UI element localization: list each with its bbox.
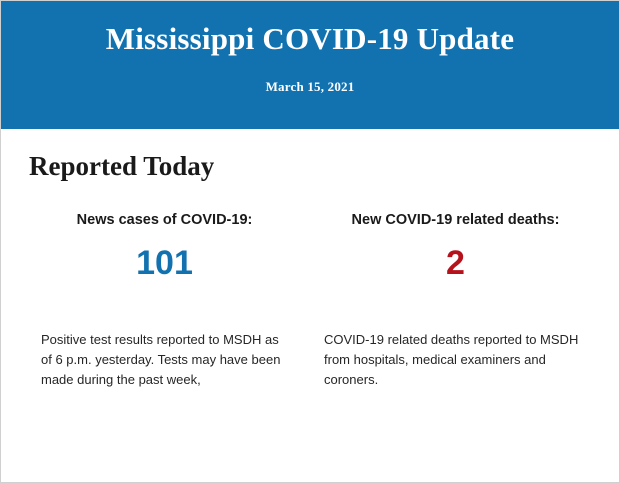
stats-row [1,212,619,283]
stat-label-new-deaths: New COVID-19 related deaths: [351,212,560,228]
stat-value-new-cases: 101 [136,244,193,282]
section-heading: Reported Today [29,151,215,181]
note-new-deaths [310,330,601,390]
note-new-cases [19,330,310,390]
stat-label-new-cases: News cases of COVID-19: [76,212,253,228]
page-title: Mississippi COVID-19 Update [105,21,515,56]
stat-new-deaths [310,212,601,283]
stat-new-cases [19,212,310,283]
note-text-new-deaths: COVID-19 related deaths reported to MSDH from hospitals, medical examiners and coroners. [324,332,579,387]
report-date: March 15, 2021 [265,79,355,94]
note-text-new-cases: Positive test results reported to MSDH as of 6 p.m. yesterday. Tests may have been made during the past week, [41,332,281,387]
notes-row [1,330,619,390]
header-banner [1,1,619,129]
stat-value-new-deaths: 2 [446,244,465,282]
